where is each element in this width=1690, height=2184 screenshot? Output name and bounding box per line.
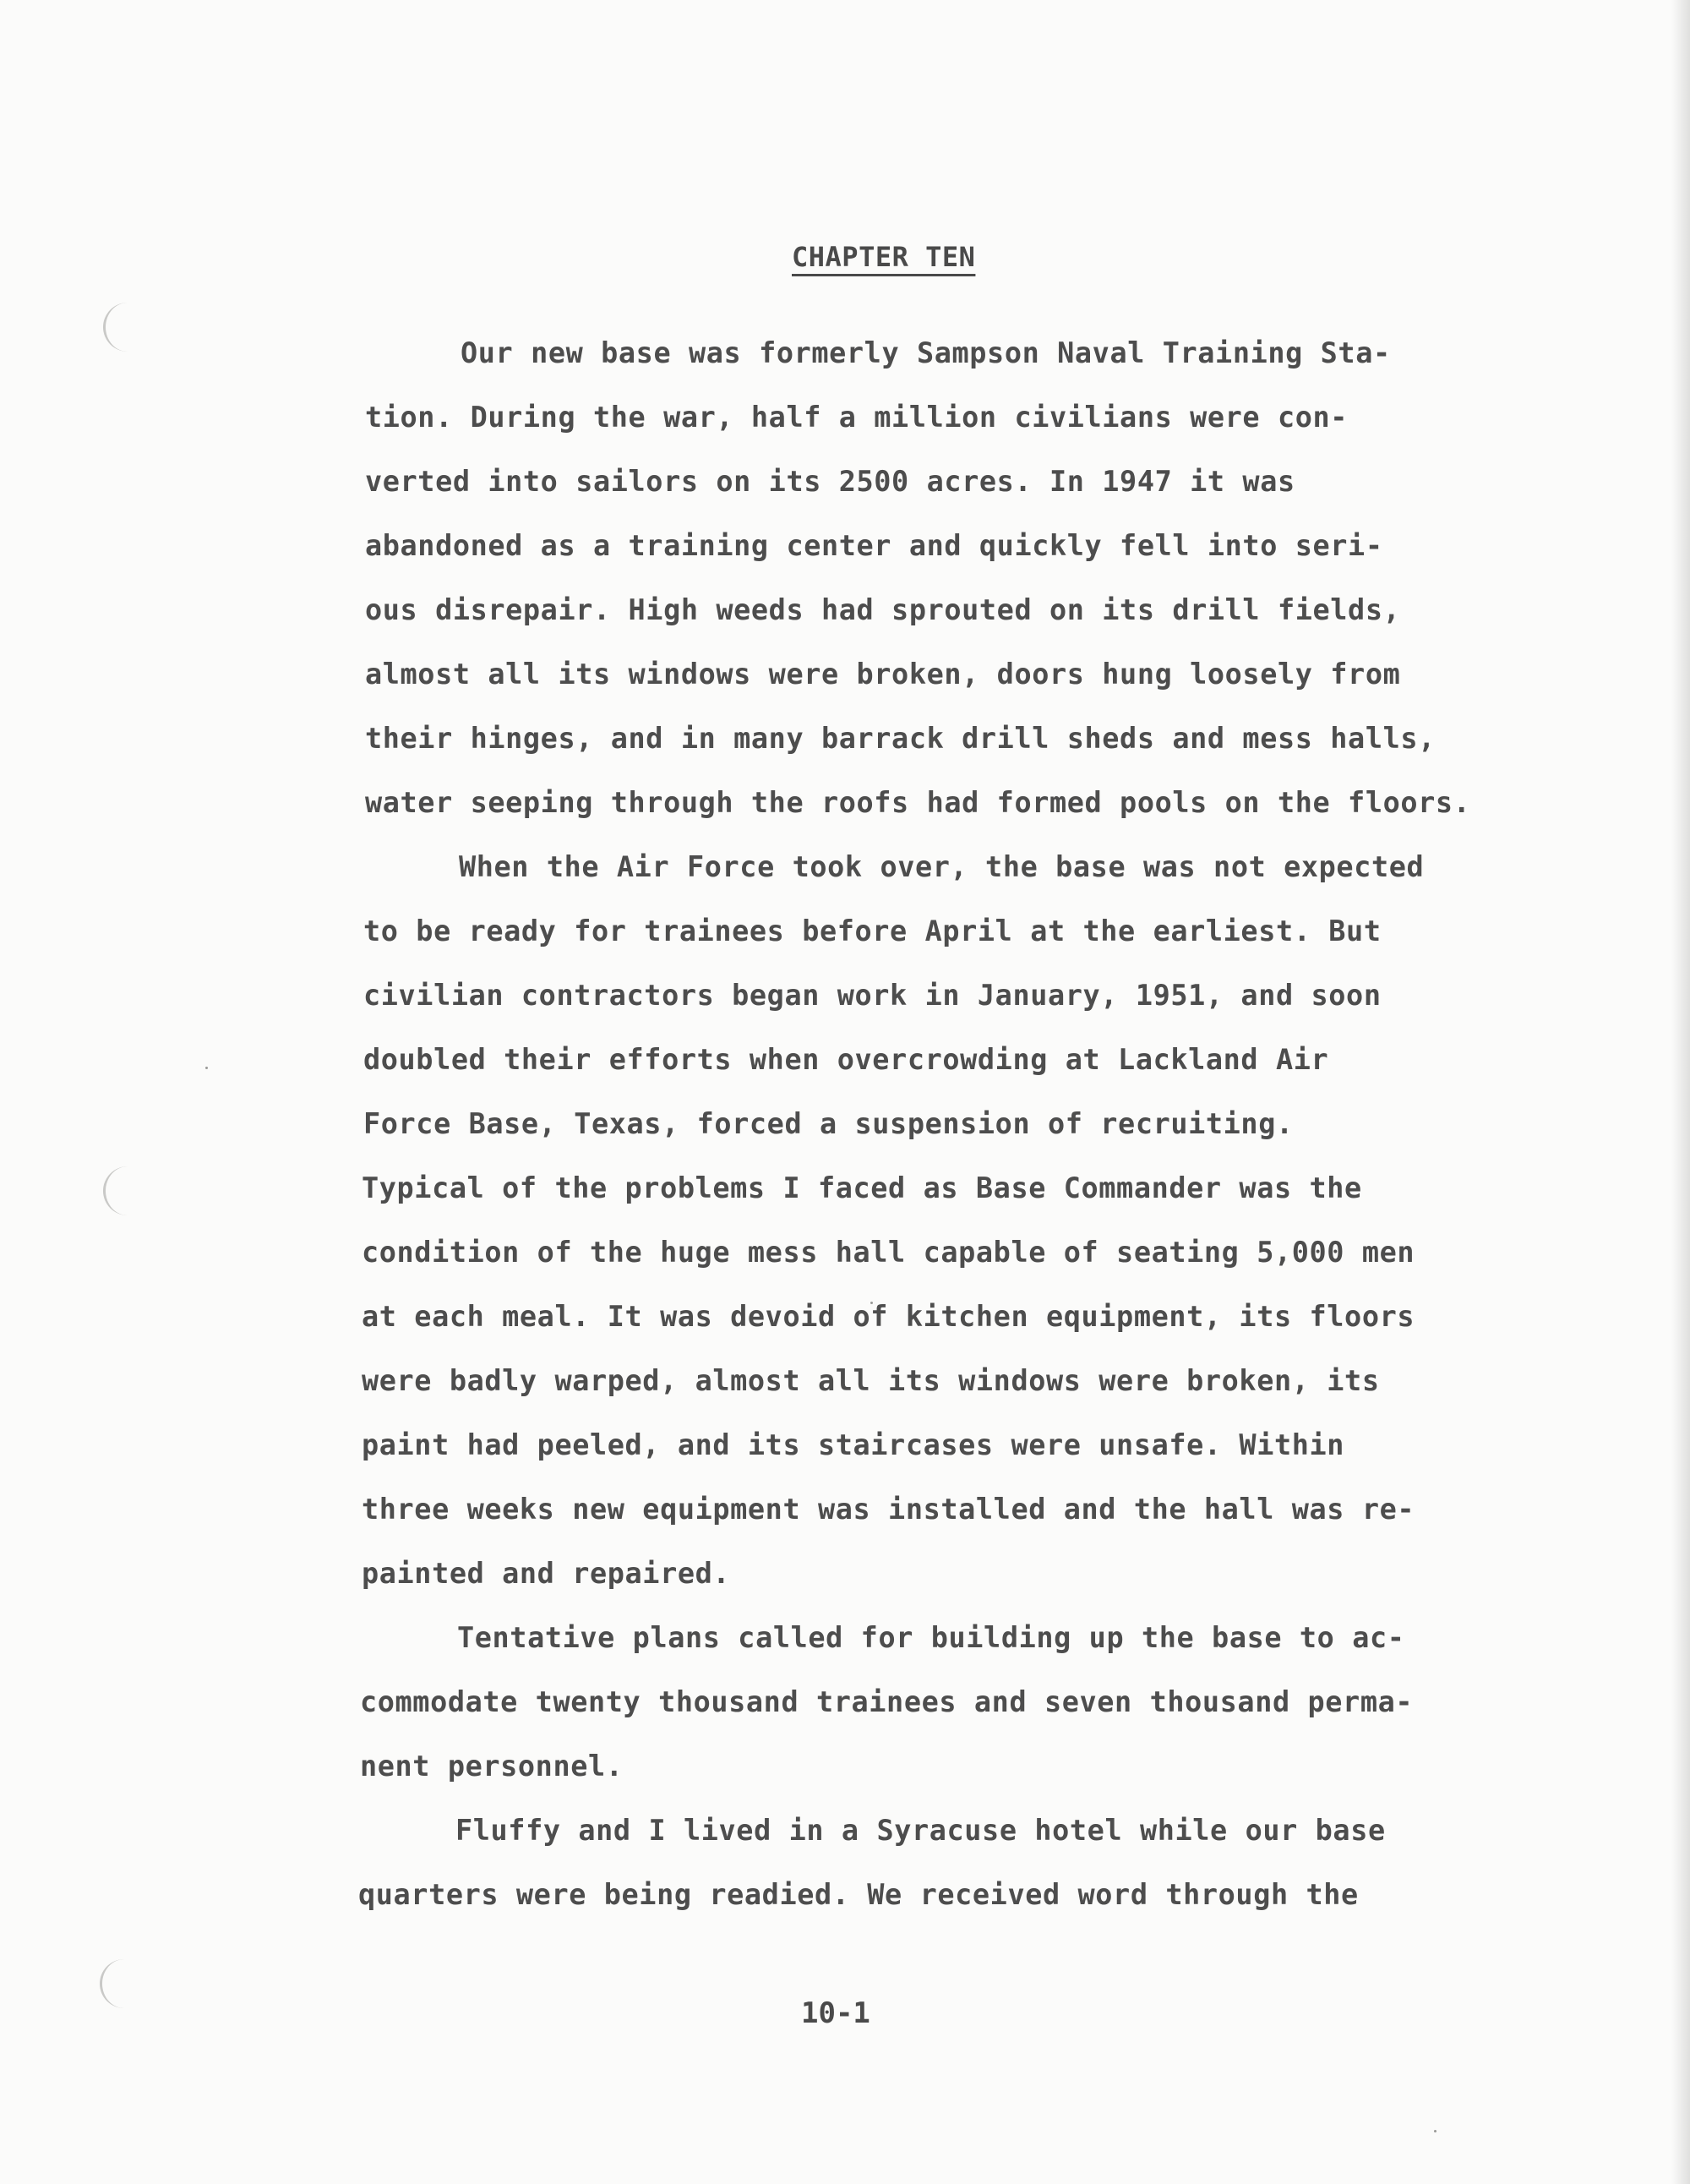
body-text-line: commodate twenty thousand trainees and seven thousand perma- [360, 1685, 1414, 1718]
body-text-line: nent personnel. [360, 1750, 624, 1783]
body-text-line: water seeping through the roofs had formed pools on the floors. [365, 786, 1471, 819]
body-text-line: Tentative plans called for building up the base to ac- [457, 1621, 1405, 1654]
body-text-line: ous disrepair. High weeds had sprouted on its drill fields, [365, 593, 1401, 626]
body-text-line: Force Base, Texas, forced a suspension of recruiting. [363, 1107, 1294, 1140]
body-text-line: condition of the huge mess hall capable of seating 5,000 men [362, 1236, 1415, 1269]
body-text-line: doubled their efforts when overcrowding at Lackland Air [363, 1043, 1329, 1076]
body-text-line: Our new base was formerly Sampson Naval Training Sta- [461, 336, 1391, 369]
body-text-line: were badly warped, almost all its windows were broken, its [362, 1364, 1380, 1397]
body-text-line: at each meal. It was devoid of kitchen equipment, its floors [362, 1300, 1415, 1333]
body-text-line: almost all its windows were broken, doors hung loosely from [365, 658, 1401, 691]
body-text-line: Fluffy and I lived in a Syracuse hotel while our base [455, 1814, 1386, 1847]
body-text-line: When the Air Force took over, the base was not expected [459, 850, 1425, 883]
body-text-line: quarters were being readied. We received word through the [358, 1878, 1359, 1911]
punch-hole-mark [103, 1166, 128, 1215]
body-text-line: abandoned as a training center and quickly fell into seri- [365, 529, 1383, 562]
body-text-line: tion. During the war, half a million civilians were con- [365, 401, 1349, 434]
body-text-line: verted into sailors on its 2500 acres. In 1947 it was [365, 465, 1295, 498]
punch-hole-mark [100, 1959, 124, 2008]
body-text-line: to be ready for trainees before April at the earliest. But [363, 915, 1382, 947]
body-text-line: civilian contractors began work in January, 1951, and soon [363, 979, 1382, 1012]
body-text-line: painted and repaired. [362, 1557, 731, 1590]
punch-hole-mark [103, 303, 128, 352]
body-text-line: three weeks new equipment was installed and the hall was re- [362, 1493, 1415, 1526]
page-edge-shadow [1671, 0, 1690, 2184]
body-text-line: Typical of the problems I faced as Base Commander was the [362, 1171, 1362, 1204]
body-text-line: paint had peeled, and its staircases were unsafe. Within [362, 1428, 1345, 1461]
body-text-line: their hinges, and in many barrack drill sheds and mess halls, [365, 722, 1436, 755]
page-number: 10-1 [801, 1996, 870, 2030]
paper-speck [205, 1067, 208, 1069]
chapter-title: CHAPTER TEN [792, 241, 976, 273]
paper-speck [1434, 2130, 1436, 2132]
